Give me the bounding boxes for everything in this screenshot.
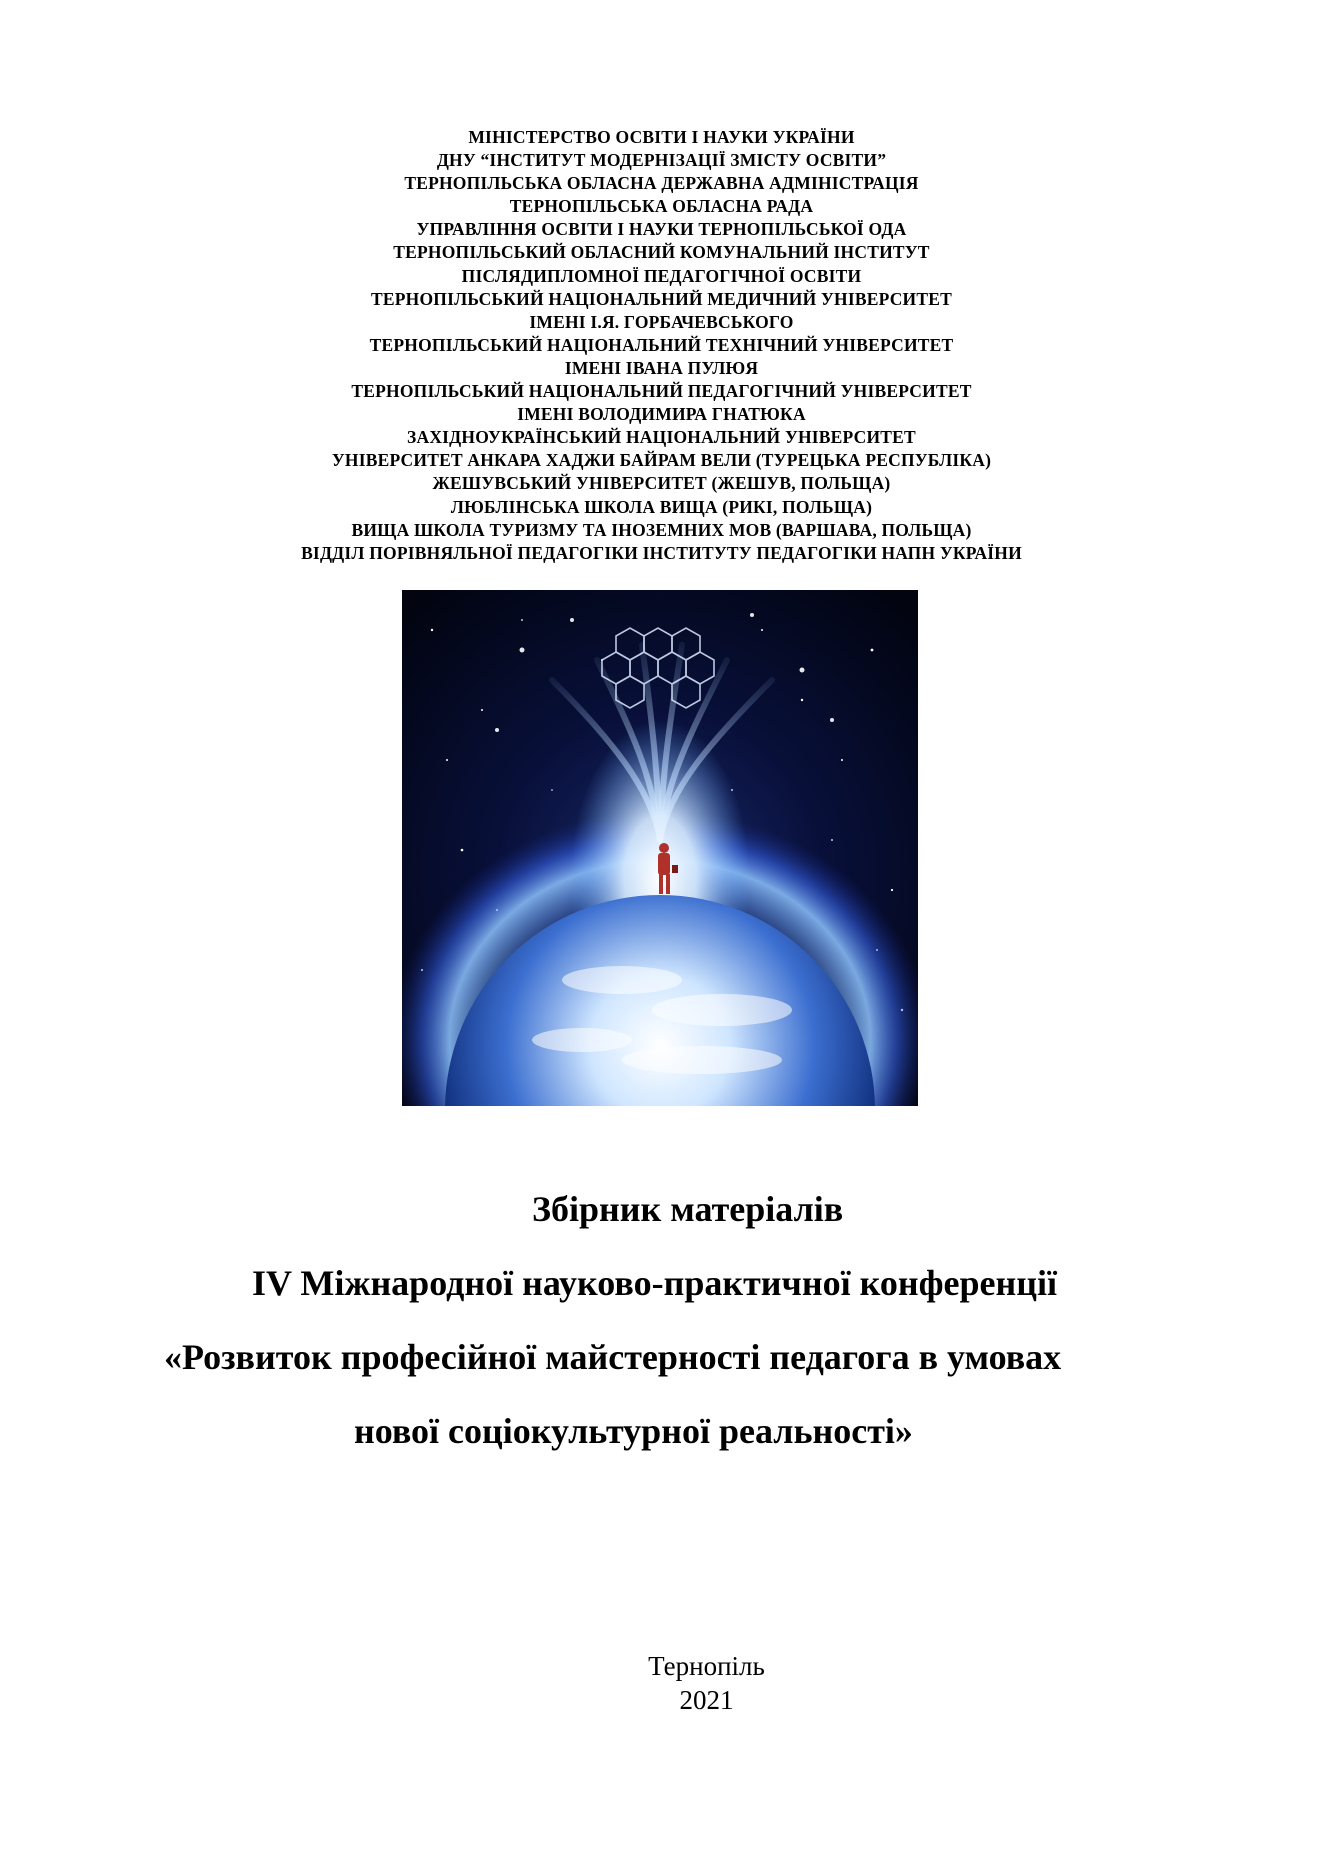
organizer-line: ТЕРНОПІЛЬСЬКА ОБЛАСНА ДЕРЖАВНА АДМІНІСТРАЦІЯ (404, 173, 919, 194)
organizer-line: УНІВЕРСИТЕТ АНКАРА ХАДЖИ БАЙРАМ ВЕЛИ (ТУРЕЦЬКА РЕСПУБЛІКА) (331, 450, 992, 471)
organizer-line: ТЕРНОПІЛЬСЬКА ОБЛАСНА РАДА (509, 196, 814, 217)
cosmic-traveler-image (402, 590, 918, 1106)
organizer-line: ЖЕШУВСЬКИЙ УНІВЕРСИТЕТ (ЖЕШУВ, ПОЛЬЩА) (432, 473, 891, 494)
organizer-line: ТЕРНОПІЛЬСЬКИЙ НАЦІОНАЛЬНИЙ МЕДИЧНИЙ УНІВЕРСИТЕТ (371, 288, 952, 309)
publication-city: Тернопіль (648, 1651, 765, 1681)
organizer-line: ТЕРНОПІЛЬСЬКИЙ НАЦІОНАЛЬНИЙ ТЕХНІЧНИЙ УНІВЕРСИТЕТ (369, 334, 954, 355)
organizers-list (0, 126, 1323, 565)
organizer-line: ПІСЛЯДИПЛОМНОЇ ПЕДАГОГІЧНОЇ ОСВІТИ (461, 265, 862, 286)
organizer-line: ВІДДІЛ ПОРІВНЯЛЬНОЇ ПЕДАГОГІКИ ІНСТИТУТУ ПЕДАГОГІКИ НАПН УКРАЇНИ (301, 542, 1022, 563)
organizer-line: ІМЕНІ ІВАНА ПУЛЮЯ (564, 357, 759, 378)
conference-topic-line-1: «Розвиток професійної майстерності педагога в умовах (164, 1337, 1062, 1377)
conference-topic-line-2: нової соціокультурної реальності» (354, 1411, 913, 1451)
organizer-line: ТЕРНОПІЛЬСЬКИЙ ОБЛАСНИЙ КОМУНАЛЬНИЙ ІНСТИТУТ (393, 242, 930, 263)
conference-name: IV Міжнародної науково-практичної конференції (252, 1263, 1057, 1303)
organizer-line: ЛЮБЛІНСЬКА ШКОЛА ВИЩА (РИКІ, ПОЛЬЩА) (450, 496, 873, 517)
organizer-line: ІМЕНІ І.Я. ГОРБАЧЕВСЬКОГО (529, 311, 794, 332)
cover-illustration (402, 590, 918, 1106)
organizer-line: ТЕРНОПІЛЬСЬКИЙ НАЦІОНАЛЬНИЙ ПЕДАГОГІЧНИЙ УНІВЕРСИТЕТ (351, 381, 972, 402)
organizer-line: ДНУ “ІНСТИТУТ МОДЕРНІЗАЦІЇ ЗМІСТУ ОСВІТИ” (436, 150, 887, 171)
organizer-line: ВИЩА ШКОЛА ТУРИЗМУ ТА ІНОЗЕМНИХ МОВ (ВАРШАВА, ПОЛЬЩА) (351, 519, 972, 540)
collection-title: Збірник матеріалів (532, 1189, 844, 1229)
organizer-line: МІНІСТЕРСТВО ОСВІТИ І НАУКИ УКРАЇНИ (468, 127, 855, 147)
publication-year: 2021 (679, 1685, 734, 1715)
organizer-line: УПРАВЛІННЯ ОСВІТИ І НАУКИ ТЕРНОПІЛЬСЬКОЇ ОДА (416, 219, 907, 240)
organizer-line: ЗАХІДНОУКРАЇНСЬКИЙ НАЦІОНАЛЬНИЙ УНІВЕРСИТЕТ (407, 427, 916, 448)
organizer-line: ІМЕНІ ВОЛОДИМИРА ГНАТЮКА (517, 404, 806, 425)
